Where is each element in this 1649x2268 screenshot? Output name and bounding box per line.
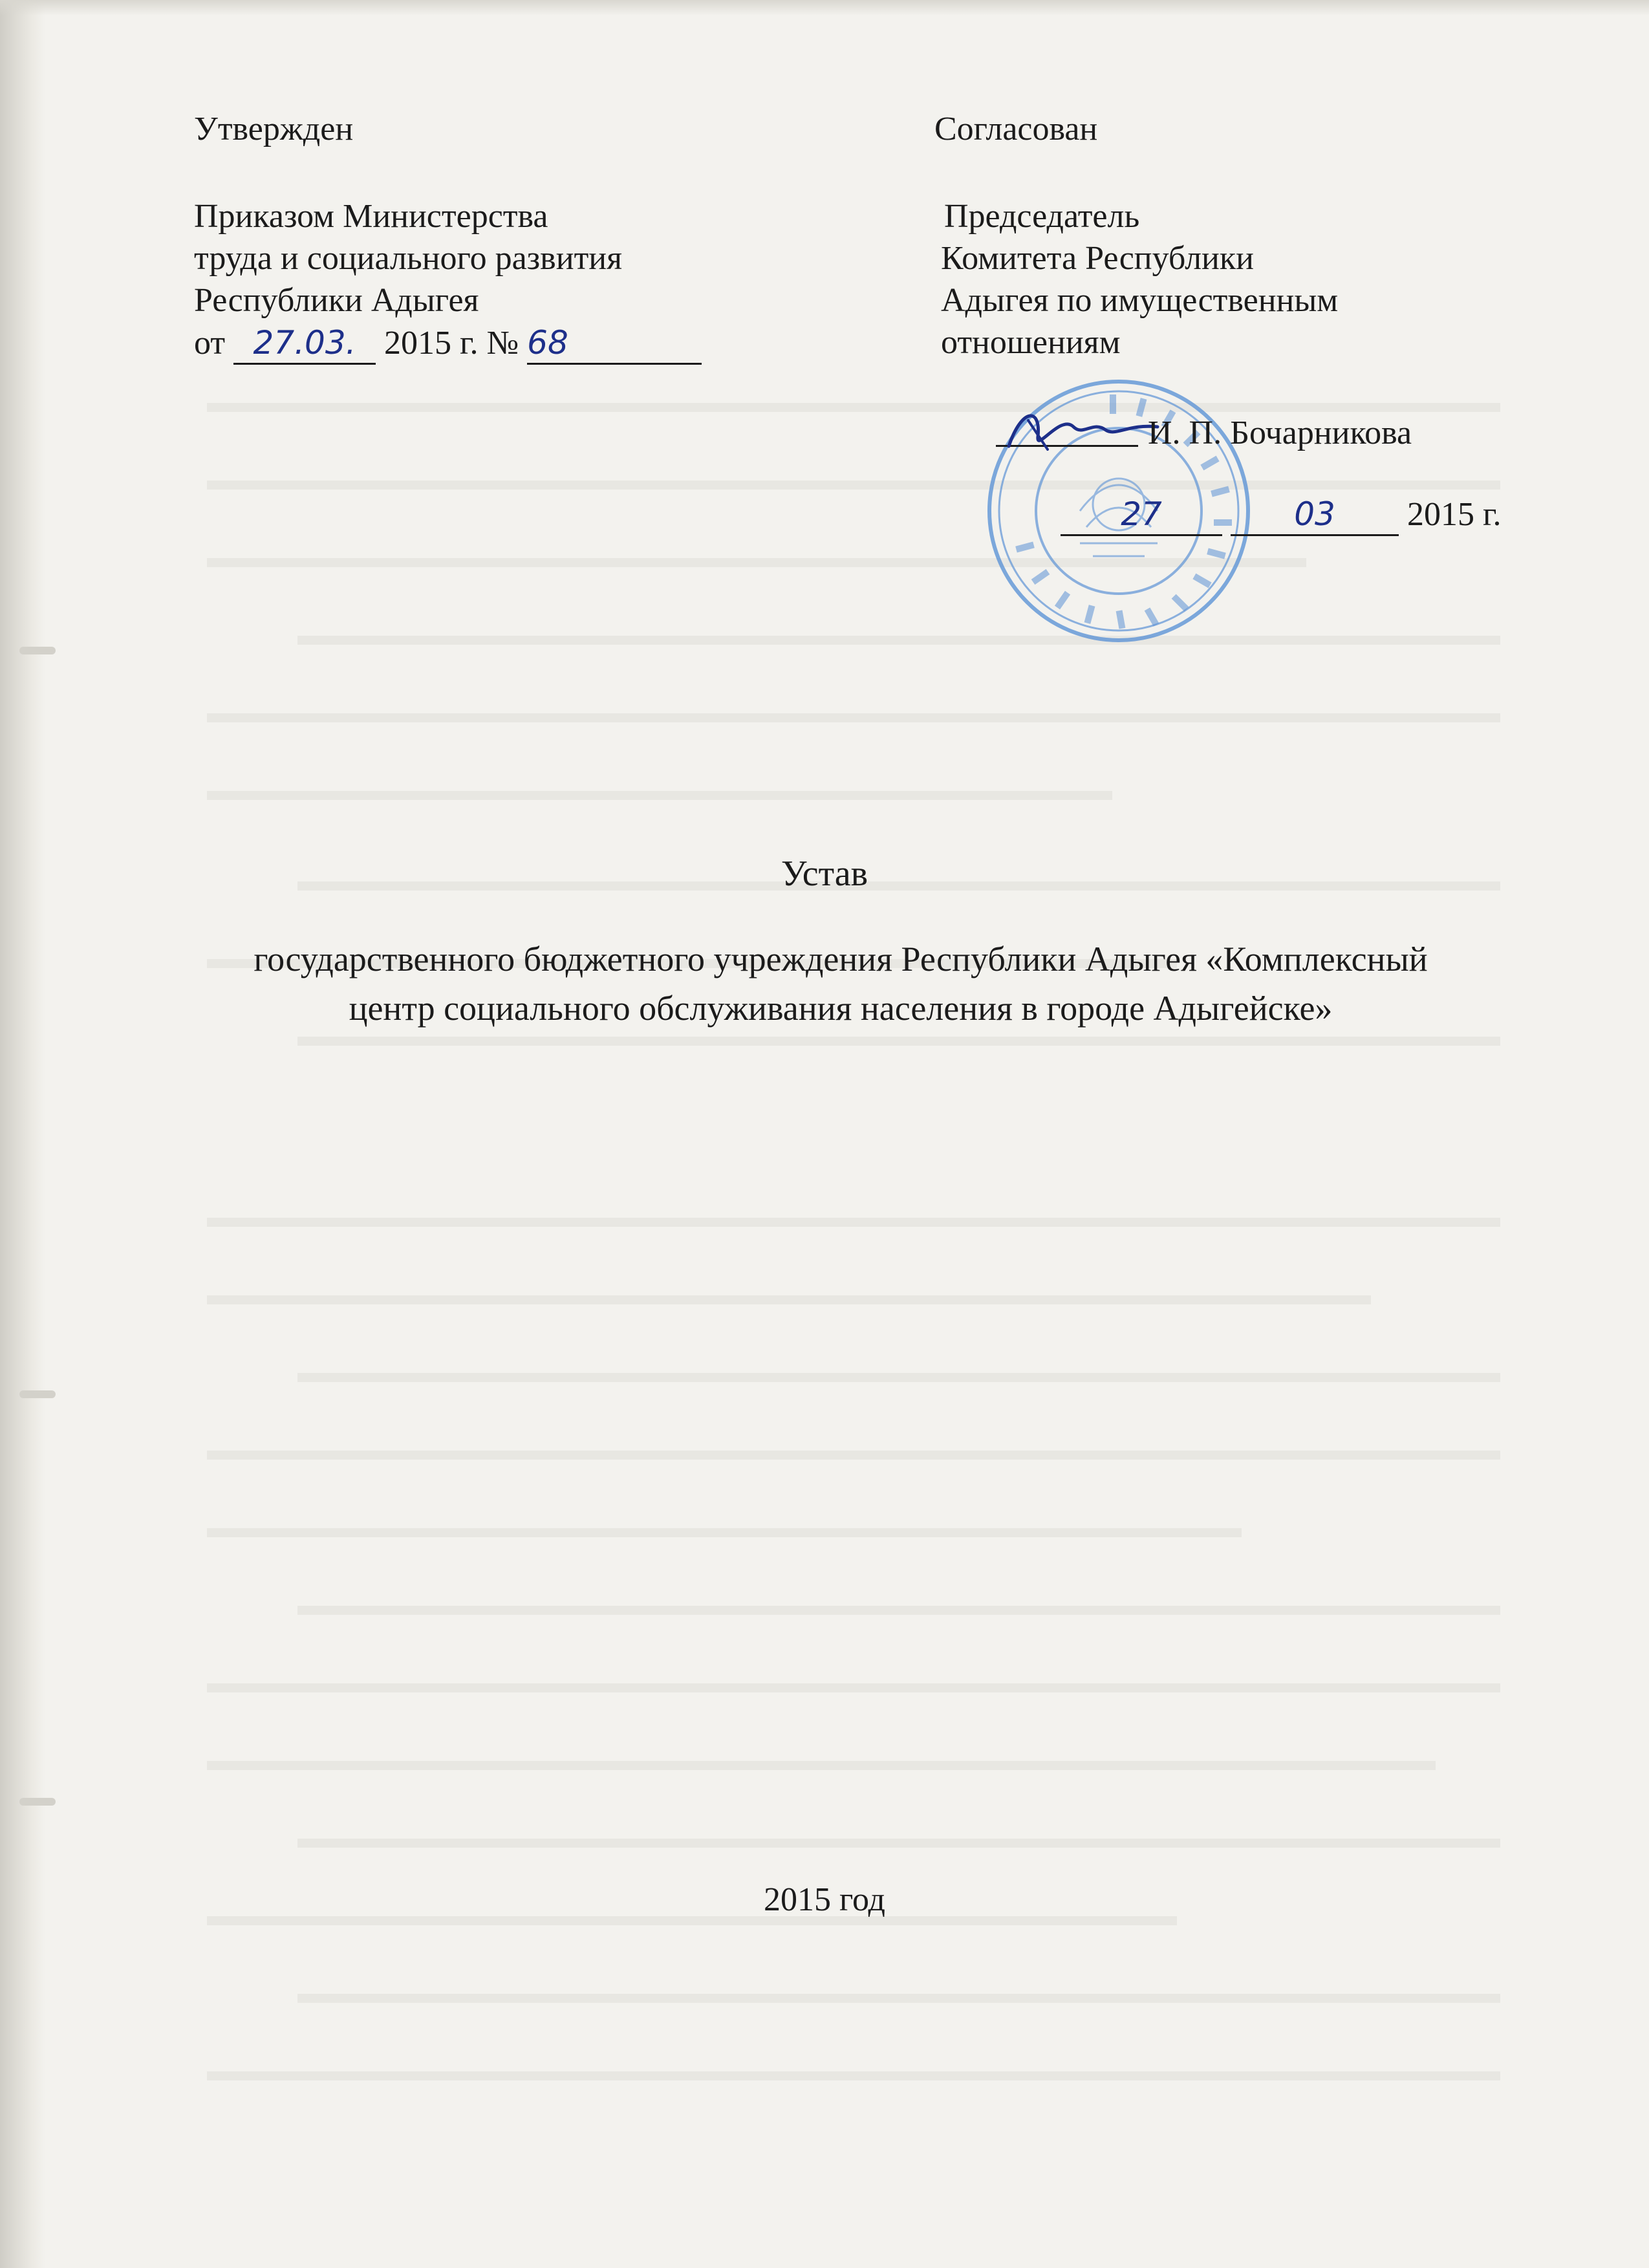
staple-mark	[19, 1798, 56, 1806]
approved-number-label: №	[486, 325, 519, 362]
approved-line-2: труда и социального развития	[194, 240, 623, 277]
agreed-line-4: отношениям	[941, 324, 1121, 361]
agreed-handwritten-month: 03	[1294, 495, 1335, 533]
agreed-signatory: И. П. Бочарникова	[1148, 415, 1412, 451]
document-title: Устав	[781, 854, 868, 894]
approved-line-1: Приказом Министерства	[194, 198, 548, 235]
staple-mark	[19, 647, 56, 654]
organization-name-line-1: государственного бюджетного учреждения Республики Адыгея «Комплексный	[253, 940, 1428, 978]
approved-number-field	[527, 323, 702, 365]
agreed-year: 2015 г.	[1407, 496, 1502, 533]
agreed-line-2: Комитета Республики	[941, 240, 1254, 277]
approved-date-prefix: от	[194, 325, 226, 362]
agreed-line-3: Адыгея по имущественным	[941, 282, 1339, 319]
approved-line-3: Республики Адыгея	[194, 282, 479, 319]
agreed-month-field	[1231, 495, 1399, 536]
agreed-date-row	[1061, 495, 1501, 536]
approved-year: 2015 г.	[384, 325, 479, 362]
approved-heading: Утвержден	[194, 111, 354, 147]
organization-name-line-2: центр социального обслуживания населения в городе Адыгейске»	[349, 989, 1333, 1028]
agreed-day-field	[1061, 495, 1222, 536]
approved-handwritten-date: 27.03.	[253, 324, 356, 362]
approved-date-row	[194, 323, 702, 365]
document-year: 2015 год	[764, 1881, 885, 1918]
agreed-handwritten-day: 27	[1121, 495, 1162, 533]
page-top-shadow	[0, 0, 1649, 16]
approved-date-field	[233, 323, 376, 365]
handwritten-signature	[1002, 401, 1170, 459]
approved-handwritten-number: 68	[527, 324, 568, 362]
agreed-heading: Согласован	[934, 111, 1098, 147]
page-left-shadow	[0, 0, 45, 2268]
staple-mark	[19, 1390, 56, 1398]
agreed-line-1: Председатель	[944, 198, 1140, 235]
